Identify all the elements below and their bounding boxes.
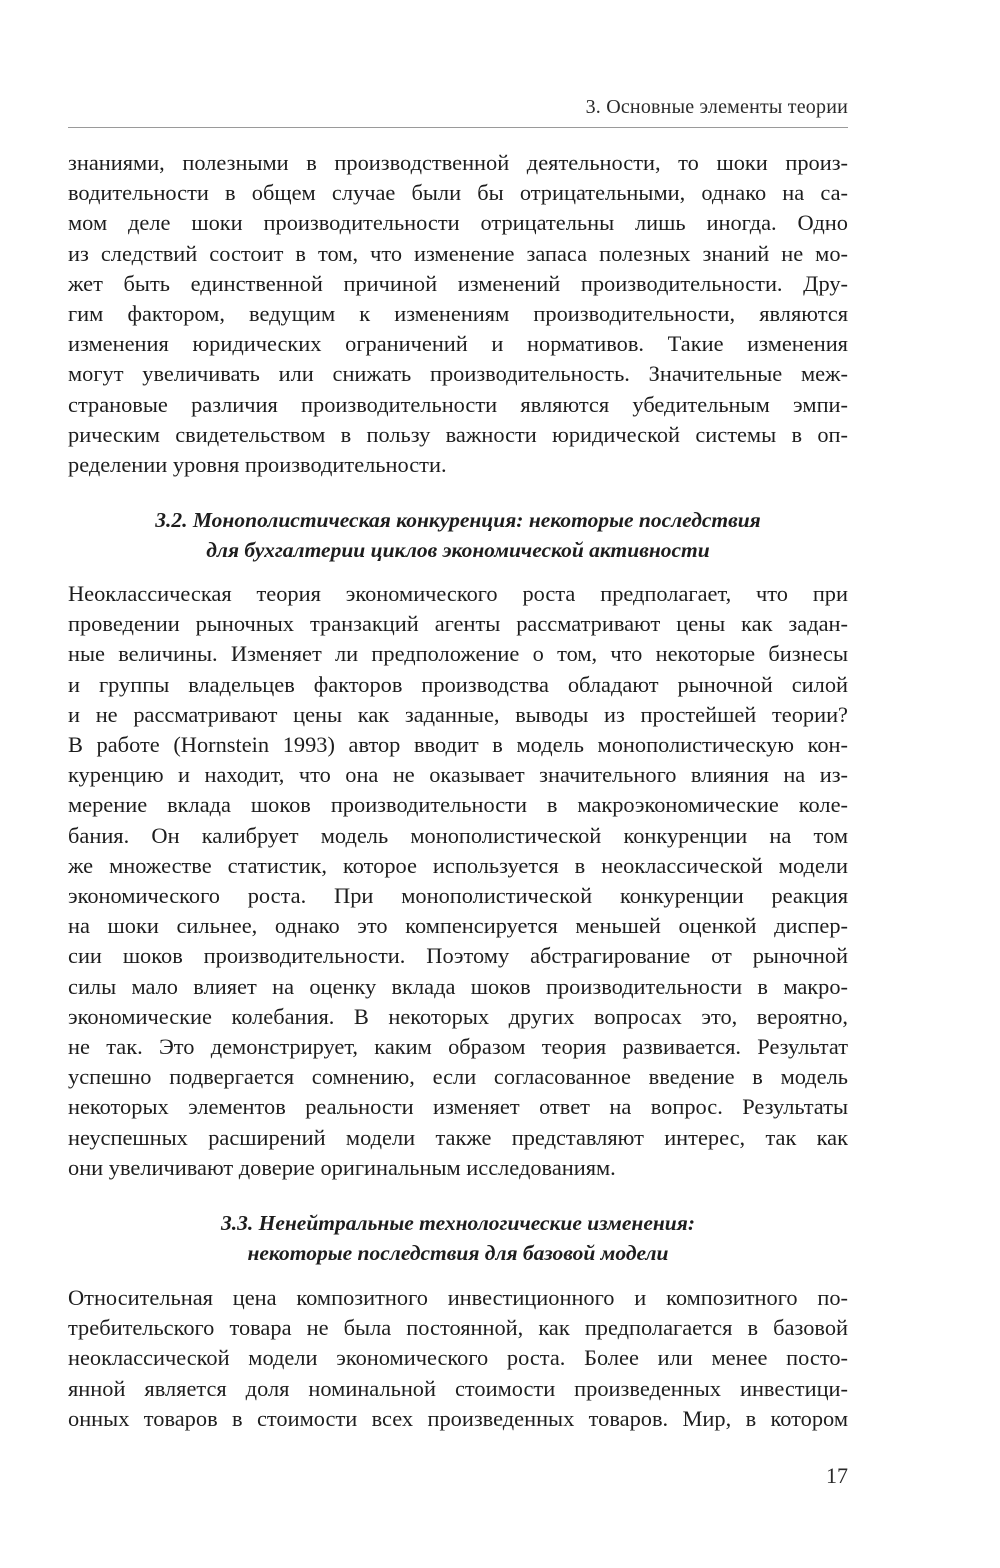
text-line: экономического роста. При монополистической конкуренции реакция (68, 883, 848, 909)
text-line: изменения юридических ограничений и нормативов. Такие изменения (68, 331, 848, 357)
running-head: 3. Основные элементы теории (585, 96, 848, 118)
text-line: бания. Он калибрует модель монополистической конкуренции на том (68, 822, 848, 848)
text-line: неоклассической модели экономического роста. Более или менее посто- (68, 1345, 848, 1371)
text-line: страновые различия производительности являются убедительным эмпи- (68, 391, 848, 417)
text-line: на шоки сильнее, однако это компенсируется меньшей оценкой диспер- (68, 913, 848, 939)
text-line: Относительная цена композитного инвестиционного и композитного по- (68, 1285, 848, 1310)
heading-line: для бухгалтерии циклов экономической активности (206, 538, 710, 562)
text-line: неуспешных расширений модели также представляют интерес, так как (68, 1124, 848, 1150)
text-line: сии шоков производительности. Поэтому абстрагирование от рыночной (68, 943, 848, 969)
text-line: рическим свидетельством в пользу важности юридической системы в оп- (68, 421, 848, 447)
text-line: Неоклассическая теория экономического роста предполагает, что при (68, 581, 848, 606)
text-line: и группы владельцев факторов производства обладают рыночной силой (68, 671, 848, 697)
section-heading-3-2 (68, 505, 848, 565)
text-line: янной является доля номинальной стоимости произведенных инвестици- (68, 1375, 848, 1401)
text-line: гим фактором, ведущим к изменениям производительности, являются (68, 301, 848, 327)
text-line: жет быть единственной причиной изменений производительности. Дру- (68, 270, 848, 296)
page-number: 17 (826, 1463, 848, 1488)
text-line: куренцию и находит, что она не оказывает значительного влияния на из- (68, 762, 848, 788)
text-line: знаниями, полезными в производственной деятельности, то шоки произ- (68, 150, 848, 175)
text-line: мом деле шоки производительности отрицательны лишь иногда. Одно (68, 210, 848, 236)
text-line: не так. Это демонстрирует, каким образом теория развивается. Результат (68, 1034, 848, 1060)
text-line: из следствий состоит в том, что изменение запаса полезных знаний не мо- (68, 240, 848, 266)
text-line: онных товаров в стоимости всех произведенных товаров. Мир, в котором (68, 1405, 848, 1431)
text-line: ные величины. Изменяет ли предположение о том, что некоторые бизнесы (68, 641, 848, 667)
heading-line: 3.3. Ненейтральные технологические изменения: (220, 1211, 695, 1235)
section-heading-3-3 (68, 1208, 848, 1268)
text-line: ределении уровня производительности. (68, 452, 447, 478)
text-line: они увеличивают доверие оригинальным исследованиям. (68, 1154, 616, 1180)
text-line: некоторых элементов реальности изменяет ответ на вопрос. Результаты (68, 1094, 848, 1120)
section-3-3-paragraph (68, 1283, 848, 1434)
paragraph-continuation (68, 148, 848, 480)
text-line: требительского товара не была постоянной, как предполагается в базовой (68, 1315, 848, 1341)
header-rule (68, 127, 848, 128)
text-line: и не рассматривают цены как заданные, выводы из простейшей теории? (68, 701, 848, 727)
text-line: проведении рыночных транзакций агенты рассматривают цены как задан- (68, 611, 848, 637)
heading-line: 3.2. Монополистическая конкуренция: некоторые последствия (155, 508, 761, 532)
text-line: В работе (Hornstein 1993) автор вводит в модель монополистическую кон- (68, 732, 848, 758)
text-line: водительности в общем случае были бы отрицательными, однако на са- (68, 180, 848, 206)
text-line: же множестве статистик, которое используется в неоклассической модели (68, 852, 848, 878)
section-3-2-paragraph (68, 579, 848, 1183)
text-line: успешно подвергается сомнению, если согласованное введение в модель (68, 1064, 848, 1090)
text-line: мерение вклада шоков производительности в макроэкономические коле- (68, 792, 848, 818)
text-line: могут увеличивать или снижать производительность. Значительные меж- (68, 361, 848, 387)
heading-line: некоторые последствия для базовой модели (247, 1241, 669, 1265)
text-line: силы мало влияет на оценку вклада шоков производительности в макро- (68, 973, 848, 999)
text-line: экономические колебания. В некоторых других вопросах это, вероятно, (68, 1003, 848, 1029)
